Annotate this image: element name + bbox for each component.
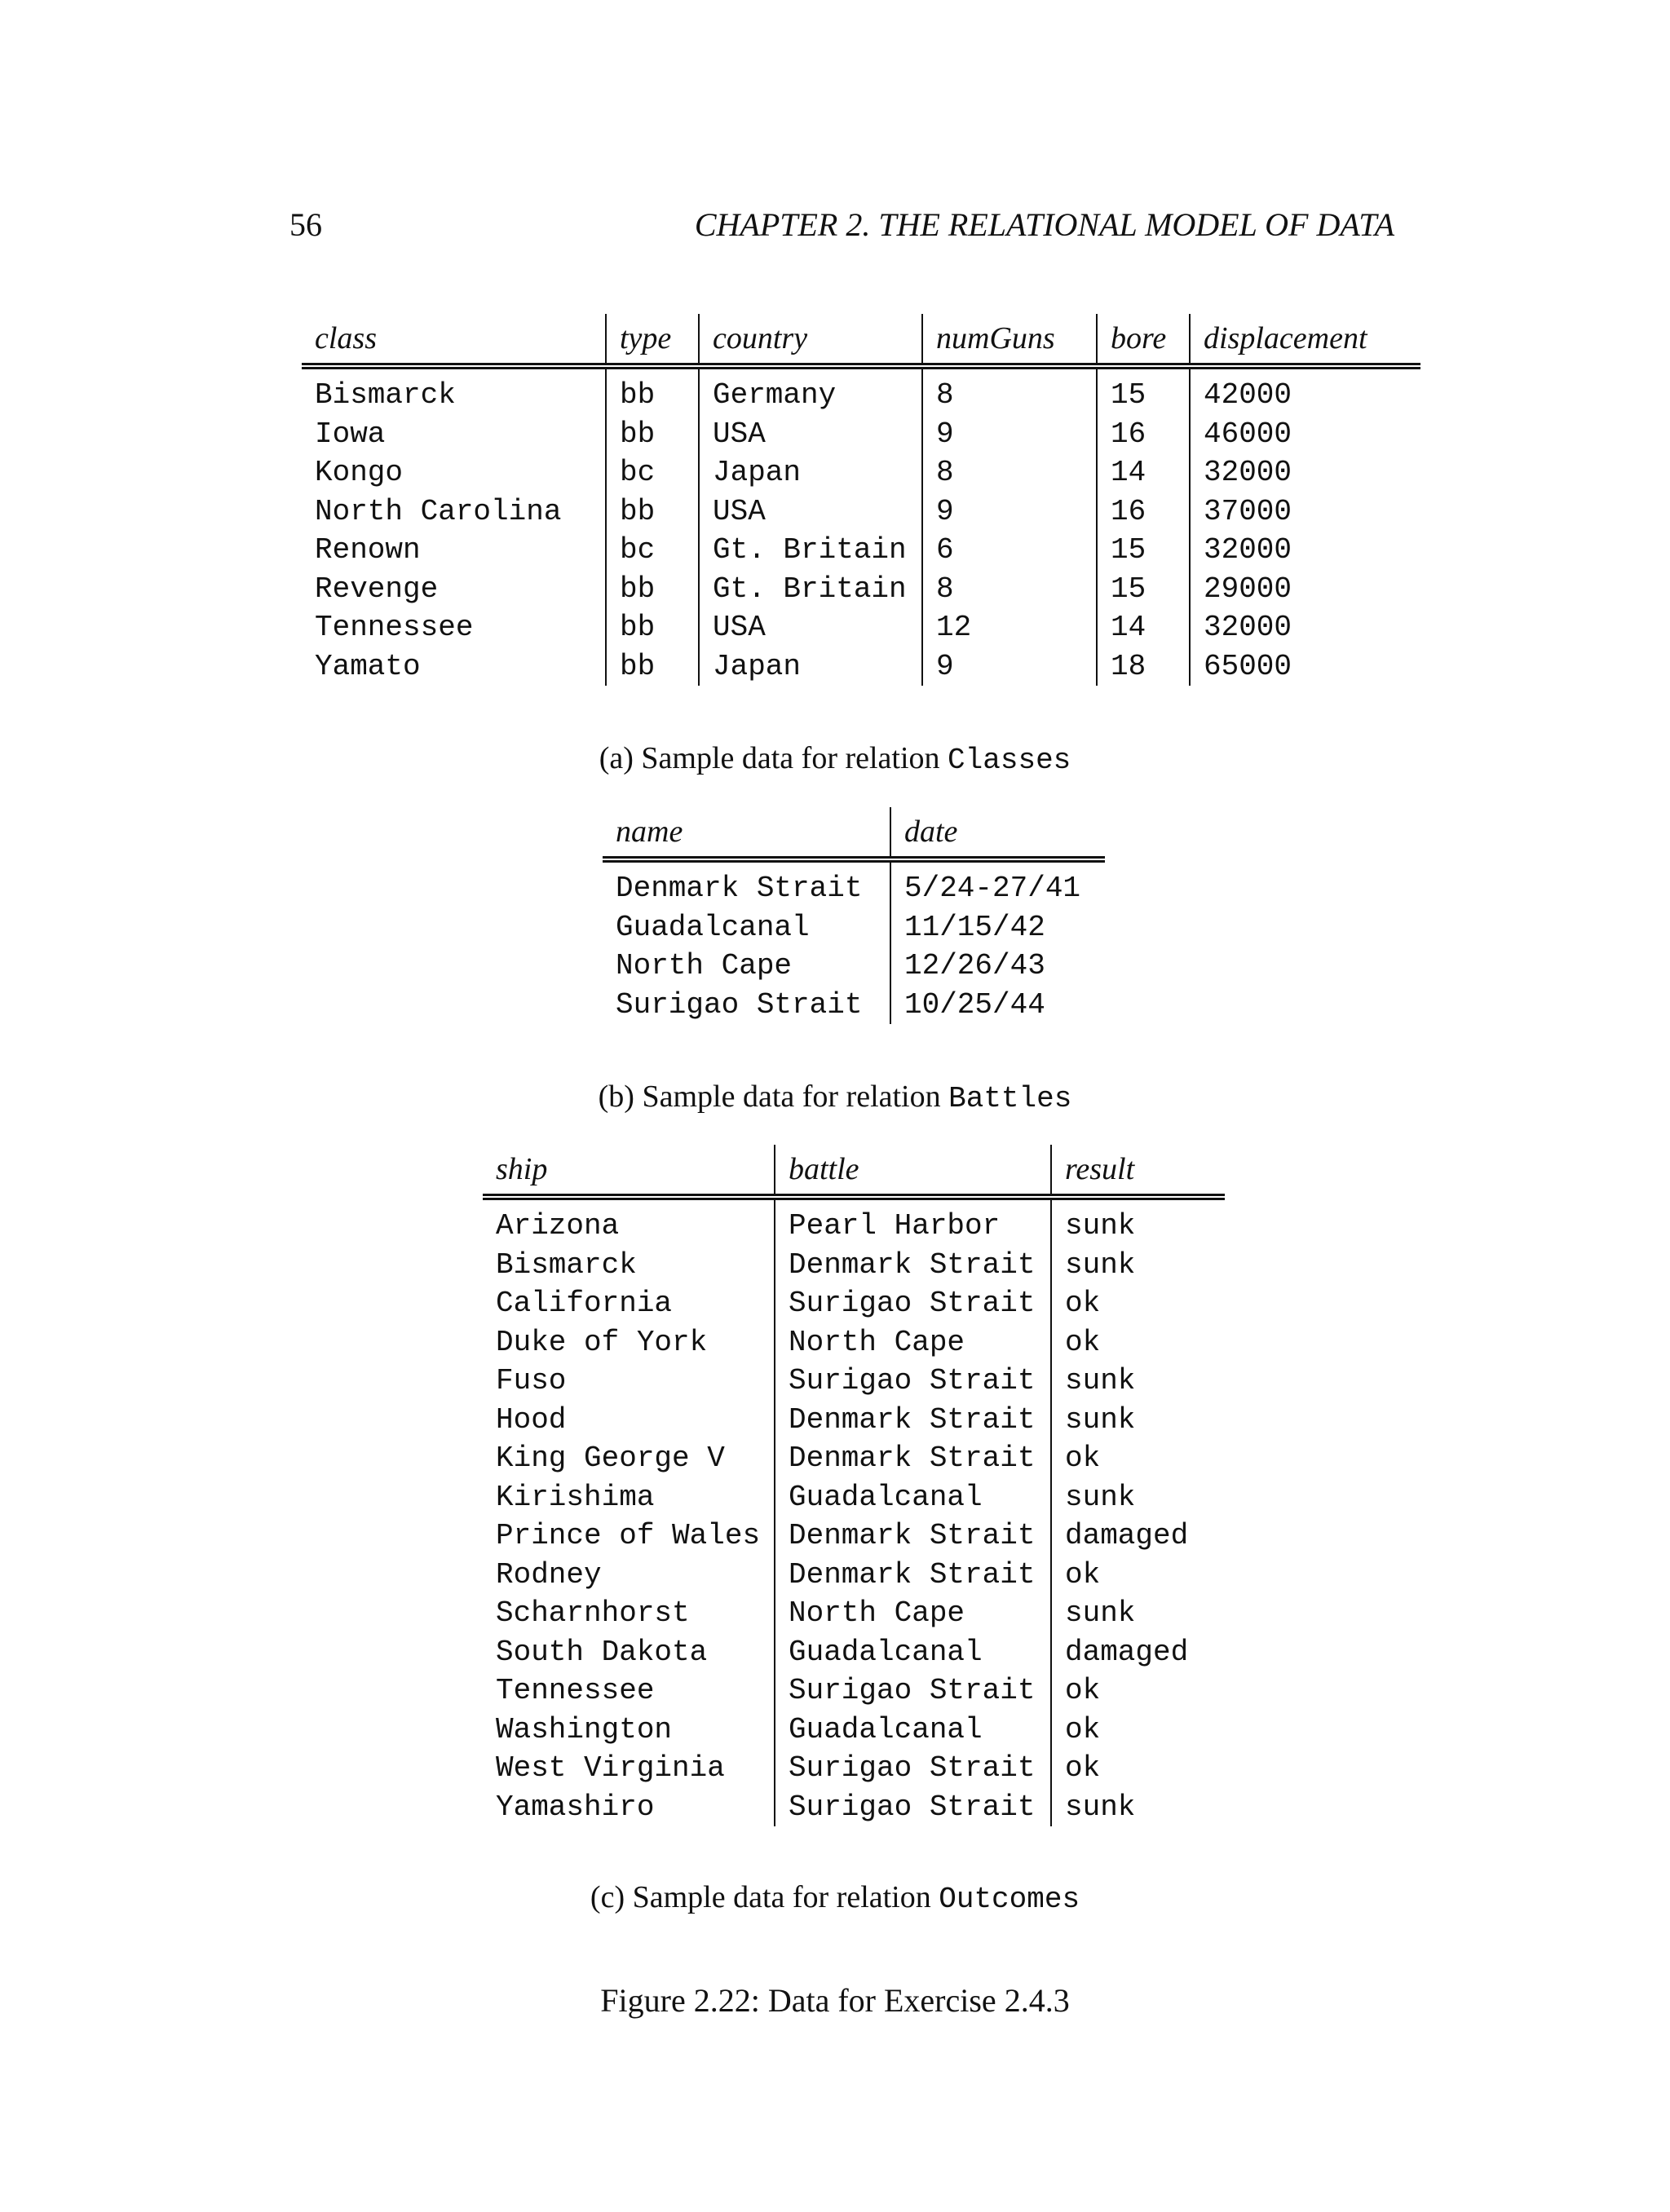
page-header: [289, 205, 1394, 254]
battles-caption: [0, 1079, 1670, 1115]
table-row: [302, 366, 1420, 415]
table-cell: Rodney: [496, 1557, 602, 1592]
table-cell: ok: [1051, 1556, 1225, 1595]
table-row: [603, 947, 1105, 986]
table-cell: Iowa: [315, 417, 386, 451]
table-row: [483, 1711, 1225, 1750]
table-cell: Scharnhorst: [496, 1596, 690, 1630]
page-number: 56: [289, 206, 322, 243]
table-cell: USA: [699, 492, 922, 532]
table-cell: 12: [922, 608, 1097, 647]
table-cell: sunk: [1051, 1478, 1225, 1517]
table-cell: Kongo: [315, 456, 404, 489]
outcomes-caption-relation: Outcomes: [939, 1883, 1080, 1916]
table-cell: sunk: [1051, 1362, 1225, 1401]
classes-caption-relation: Classes: [948, 744, 1071, 777]
column-header-name: name: [603, 807, 890, 859]
table-cell: sunk: [1051, 1197, 1225, 1246]
table-row: [483, 1671, 1225, 1711]
table-cell: 16: [1097, 415, 1190, 454]
table-cell: 12/26/43: [890, 947, 1105, 986]
table-cell: sunk: [1051, 1788, 1225, 1827]
table-row: [603, 986, 1105, 1025]
table-cell: sunk: [1051, 1246, 1225, 1285]
table-row: [483, 1788, 1225, 1827]
table-cell: ok: [1051, 1284, 1225, 1323]
table-cell: USA: [699, 608, 922, 647]
table-row: [483, 1197, 1225, 1246]
table-cell: 18: [1097, 647, 1190, 687]
table-cell: sunk: [1051, 1594, 1225, 1633]
column-header-country: country: [699, 314, 922, 366]
table-cell: ok: [1051, 1439, 1225, 1478]
table-cell: Gt. Britain: [699, 570, 922, 609]
table-cell: bb: [606, 608, 699, 647]
column-header-date: date: [890, 807, 1105, 859]
table-cell: 15: [1097, 366, 1190, 415]
table-cell: 32000: [1190, 453, 1420, 492]
table-cell: 6: [922, 531, 1097, 570]
table-cell: Denmark Strait: [775, 1556, 1051, 1595]
table-cell: Surigao Strait: [775, 1671, 1051, 1711]
classes-caption-text: (a) Sample data for relation: [599, 741, 948, 775]
table-cell: Surigao Strait: [775, 1284, 1051, 1323]
table-cell: 9: [922, 647, 1097, 687]
table-cell: ok: [1051, 1671, 1225, 1711]
battles-caption-text: (b) Sample data for relation: [598, 1080, 949, 1114]
table-row: [302, 531, 1420, 570]
table-row: [302, 492, 1420, 532]
classes-caption: [0, 740, 1670, 777]
table-cell: 9: [922, 492, 1097, 532]
table-cell: Japan: [699, 647, 922, 687]
table-cell: Surigao Strait: [775, 1362, 1051, 1401]
table-cell: 10/25/44: [890, 986, 1105, 1025]
table-cell: 15: [1097, 531, 1190, 570]
table-cell: 16: [1097, 492, 1190, 532]
battles-table-body: [603, 859, 1105, 1024]
table-cell: 5/24-27/41: [890, 859, 1105, 908]
table-cell: Guadalcanal: [616, 910, 810, 944]
table-cell: Surigao Strait: [616, 987, 863, 1022]
table-cell: Surigao Strait: [775, 1749, 1051, 1788]
table-row: [483, 1478, 1225, 1517]
outcomes-caption-text: (c) Sample data for relation: [590, 1880, 939, 1914]
table-cell: 14: [1097, 453, 1190, 492]
table-cell: Yamato: [315, 649, 421, 683]
table-cell: bb: [606, 366, 699, 415]
table-cell: 9: [922, 415, 1097, 454]
table-cell: 8: [922, 453, 1097, 492]
table-cell: bb: [606, 647, 699, 687]
running-head: CHAPTER 2. THE RELATIONAL MODEL OF DATA: [694, 206, 1394, 243]
column-header-type: type: [606, 314, 699, 366]
table-cell: North Carolina: [315, 494, 562, 528]
table-cell: North Cape: [775, 1323, 1051, 1362]
table-cell: Japan: [699, 453, 922, 492]
table-cell: damaged: [1051, 1517, 1225, 1556]
table-cell: Denmark Strait: [775, 1246, 1051, 1285]
table-cell: bc: [606, 531, 699, 570]
table-cell: Denmark Strait: [775, 1517, 1051, 1556]
table-cell: bb: [606, 415, 699, 454]
table-cell: 8: [922, 366, 1097, 415]
table-cell: ok: [1051, 1323, 1225, 1362]
table-cell: Tennessee: [315, 611, 474, 644]
table-cell: USA: [699, 415, 922, 454]
table-cell: Bismarck: [496, 1247, 637, 1282]
table-cell: 15: [1097, 570, 1190, 609]
table-cell: King George V: [496, 1442, 725, 1475]
outcomes-caption: [0, 1879, 1670, 1916]
table-row: [483, 1594, 1225, 1633]
table-cell: bc: [606, 453, 699, 492]
table-cell: Germany: [699, 366, 922, 415]
table-row: [483, 1323, 1225, 1362]
table-cell: Denmark Strait: [775, 1401, 1051, 1440]
table-cell: Denmark Strait: [775, 1439, 1051, 1478]
column-header-bore: bore: [1097, 314, 1190, 366]
table-cell: South Dakota: [496, 1635, 708, 1669]
table-cell: 32000: [1190, 531, 1420, 570]
column-header-numguns: numGuns: [922, 314, 1097, 366]
table-row: [483, 1517, 1225, 1556]
table-row: [483, 1633, 1225, 1672]
table-cell: 14: [1097, 608, 1190, 647]
table-cell: Fuso: [496, 1364, 567, 1397]
table-row: [483, 1362, 1225, 1401]
table-row: [483, 1439, 1225, 1478]
table-row: [302, 415, 1420, 454]
table-row: [302, 608, 1420, 647]
column-header-battle: battle: [775, 1145, 1051, 1197]
table-cell: bb: [606, 492, 699, 532]
table-cell: 8: [922, 570, 1097, 609]
table-cell: Tennessee: [496, 1674, 655, 1707]
table-row: [302, 570, 1420, 609]
classes-table: [302, 314, 1420, 686]
table-cell: California: [496, 1287, 673, 1320]
table-cell: 32000: [1190, 608, 1420, 647]
table-cell: Prince of Wales: [496, 1519, 761, 1552]
battles-caption-relation: Battles: [948, 1082, 1072, 1115]
table-cell: 11/15/42: [890, 908, 1105, 947]
table-cell: 65000: [1190, 647, 1420, 687]
table-cell: 42000: [1190, 366, 1420, 415]
table-row: [483, 1401, 1225, 1440]
table-header-row: [302, 314, 1420, 366]
column-header-displacement: displacement: [1190, 314, 1420, 366]
table-cell: Pearl Harbor: [775, 1197, 1051, 1246]
table-row: [483, 1246, 1225, 1285]
table-cell: sunk: [1051, 1401, 1225, 1440]
table-cell: West Virginia: [496, 1751, 725, 1785]
classes-table-body: [302, 366, 1420, 686]
table-cell: Washington: [496, 1712, 673, 1746]
column-header-class: class: [302, 314, 606, 366]
table-cell: Duke of York: [496, 1325, 708, 1359]
table-row: [302, 647, 1420, 687]
table-cell: Guadalcanal: [775, 1478, 1051, 1517]
table-cell: Denmark Strait: [616, 872, 863, 905]
table-cell: Guadalcanal: [775, 1633, 1051, 1672]
table-row: [603, 859, 1105, 908]
table-cell: Surigao Strait: [775, 1788, 1051, 1827]
table-row: [302, 453, 1420, 492]
table-cell: Arizona: [496, 1209, 620, 1243]
table-cell: 29000: [1190, 570, 1420, 609]
table-row: [603, 908, 1105, 947]
table-cell: Revenge: [315, 572, 439, 606]
battles-table: [603, 807, 1105, 1024]
table-cell: North Cape: [775, 1594, 1051, 1633]
table-row: [483, 1284, 1225, 1323]
column-header-result: result: [1051, 1145, 1225, 1197]
table-cell: Bismarck: [315, 378, 456, 412]
table-header-row: [483, 1145, 1225, 1197]
table-cell: 37000: [1190, 492, 1420, 532]
table-cell: Gt. Britain: [699, 531, 922, 570]
figure-caption: Figure 2.22: Data for Exercise 2.4.3: [600, 1982, 1070, 2019]
table-row: [483, 1556, 1225, 1595]
outcomes-table-body: [483, 1197, 1225, 1826]
table-cell: Renown: [315, 533, 421, 567]
table-cell: Yamashiro: [496, 1790, 655, 1824]
table-row: [483, 1749, 1225, 1788]
outcomes-table: [483, 1145, 1225, 1826]
table-cell: North Cape: [616, 949, 793, 982]
table-cell: 46000: [1190, 415, 1420, 454]
table-cell: damaged: [1051, 1633, 1225, 1672]
table-header-row: [603, 807, 1105, 859]
table-cell: Hood: [496, 1402, 567, 1437]
table-cell: ok: [1051, 1749, 1225, 1788]
table-cell: ok: [1051, 1711, 1225, 1750]
column-header-ship: ship: [483, 1145, 775, 1197]
table-cell: bb: [606, 570, 699, 609]
table-cell: Guadalcanal: [775, 1711, 1051, 1750]
table-cell: Kirishima: [496, 1480, 655, 1514]
